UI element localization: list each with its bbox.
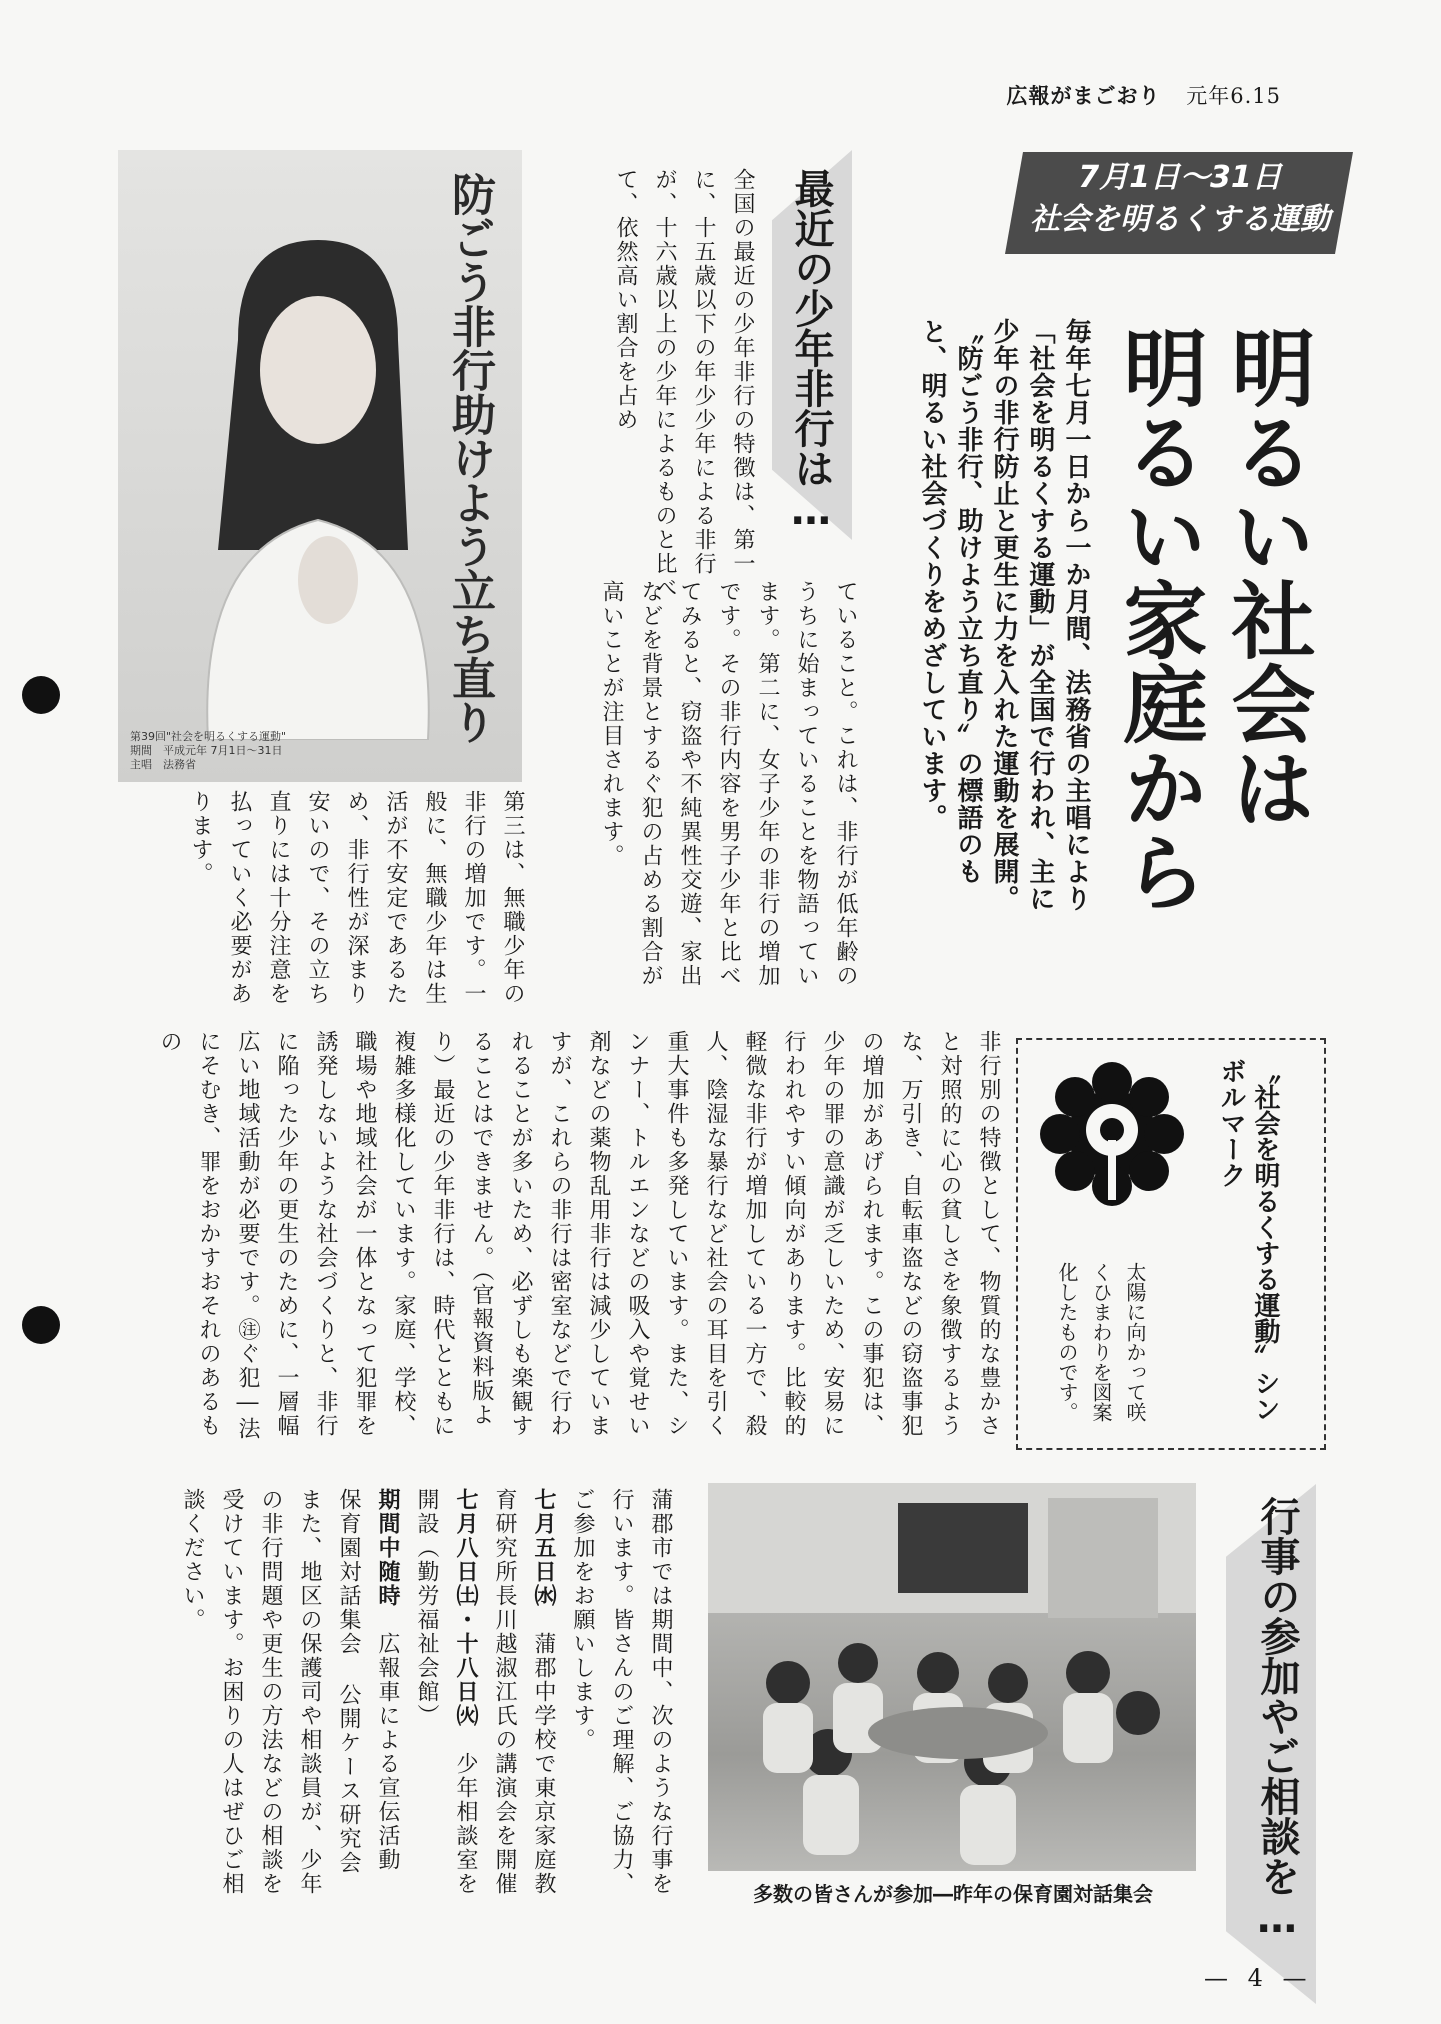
event-photo: [708, 1483, 1196, 1871]
poster-slogan: 防ごう非行助けよう立ち直り: [444, 172, 495, 744]
events-intro: 蒲郡市では期間中、次のような行事を行います。皆さんのご理解、ご協力、ご参加をお願いします。: [570, 1488, 673, 1896]
symbol-mark-title: 〝社会を明るくする運動〟シンボルマーク: [1216, 1058, 1280, 1422]
section-heading-events: 行事の参加やご相談を…: [1254, 1496, 1300, 1942]
punch-hole: [22, 676, 60, 714]
event-date: 期間中随時: [375, 1488, 400, 1608]
article-paragraph: 全国の最近の少年非行の特徴は、第一に、十五歳以下の年少少年による非行が、十六歳以上の少年によるものと比べて、依然高い割合を占め: [613, 168, 755, 600]
page-headline: [1105, 325, 1321, 965]
event-description: 少年相談室を開設（勤労福祉会館）: [414, 1488, 478, 1896]
article-paragraph: 非行別の特徴として、物質的な豊かさと対照的に心の貧しさを象徴するような、万引き、自転車盗などの窃盗事犯の増加があげられます。この事犯は、少年の罪の意識が乏しいため、安易に行われやすい傾向があります。比較的軽微な非行が増加している一方で、殺人、陰湿な暴行など社会の耳目を引く重大事件も多発しています。また、シンナー、トルエンなどの吸入や覚せい剤などの薬物乱用非行は減少していますが、これらの非行は密室などで行われることが多いため、必ずしも楽観することはできません。（官報資料版より）最近の少年非行は、時代とともに複雑多様化しています。家庭、学校、職場や地域社会が一体となって犯罪を誘発しないような社会づくりと、非行に陥った少年の更生のために、一層幅広い地域活動が必要です。㊟ぐ犯―法にそむき、罪をおかすおそれのあるもの: [157, 1030, 1001, 1441]
poster-portrait-illustration: [178, 220, 438, 740]
section-heading-recent-delinquency: 最近の少年非行は…: [788, 168, 834, 534]
poster-footer-period: 期間 平成元年 7月1日〜31日: [130, 744, 283, 757]
headline-line2: 明るい家庭から: [1110, 325, 1208, 913]
event-date: 七月八日㈯・十八日㈫: [453, 1488, 478, 1728]
page-header: [1007, 80, 1281, 110]
page-number: — 4 —: [1204, 1964, 1313, 1992]
event-description: 蒲郡中学校で東京家庭教育研究所長川越淑江氏の講演会を開催: [492, 1488, 556, 1896]
consultation-note: また、地区の保護司や相談員が、少年の非行問題や更生の方法などの相談を受けています。お困りの人はぜひご相談ください。: [180, 1488, 322, 1896]
issue-date: 元年6.15: [1186, 84, 1281, 108]
campaign-poster-photo: [118, 150, 522, 782]
publication-name: 広報がまごおり: [1006, 84, 1161, 108]
sunflower-symbol-icon: [1038, 1060, 1186, 1208]
campaign-name: 社会を明るくする運動: [1030, 202, 1330, 237]
punch-hole: [22, 1306, 60, 1344]
poster-footer-sponsor: 主唱 法務省: [130, 758, 196, 771]
headline-line1: 明るい社会は: [1218, 325, 1316, 829]
poster-footer-title: 第39回"社会を明るくする運動": [130, 730, 287, 743]
events-article: [180, 1488, 680, 1898]
campaign-dates: 7月1日〜31日: [1078, 160, 1282, 195]
event-description: 広報車による宣伝活動 保育園対話集会 公開ケース研究会: [336, 1488, 400, 1875]
event-photo-illustration: [708, 1483, 1196, 1871]
lead-paragraph: 毎年七月一日から一か月間、法務省の主唱により「社会を明るくする運動」が全国で行われ、主に少年の非行防止と更生に力を入れた運動を展開。〝防ごう非行、助けよう立ち直り〟の標語のもと、明るい社会づくりをめざしています。: [917, 318, 1091, 912]
symbol-mark-description: 太陽に向かって咲くひまわりを図案化したものです。: [1055, 1262, 1147, 1422]
event-date: 七月五日㈬: [531, 1488, 556, 1608]
campaign-banner-text: [1030, 158, 1330, 242]
event-photo-caption: 多数の皆さんが参加―昨年の保育園対話集会: [753, 1882, 1153, 1906]
article-paragraph: 第三は、無職少年の非行の増加です。一般に、無職少年は生活が不安定であるため、非行性が深まり安いので、その立ち直りには十分注意を払っていく必要があります。: [188, 790, 525, 1006]
poster-footer: [130, 730, 286, 772]
article-paragraph: ていること。これは、非行が低年齢のうちに始まっていることを物語っています。第二に、女子少年の非行の増加です。その非行内容を男子少年と比べてみると、窃盗や不純異性交遊、家出などを背景とするぐ犯の占める割合が高いことが注目されます。: [599, 580, 858, 988]
